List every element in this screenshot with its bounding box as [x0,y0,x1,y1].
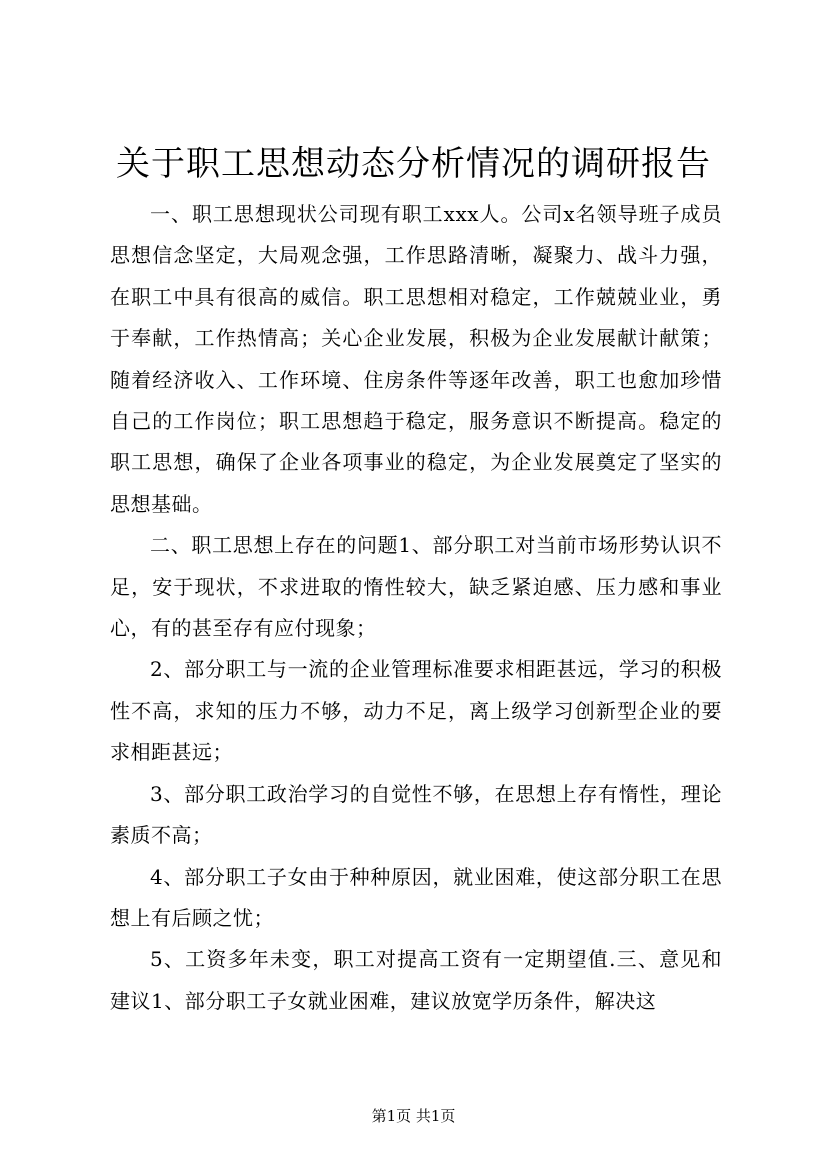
paragraph-3: 2、部分职工与一流的企业管理标准要求相距甚远，学习的积极性不高，求知的压力不够，动力不足，离上级学习创新型企业的要求相距甚远； [110,657,722,765]
paragraph-5: 4、部分职工子女由于种种原因，就业困难，使这部分职工在思想上有后顾之忧； [110,864,722,930]
paragraph-2: 二、职工思想上存在的问题1、部分职工对当前市场形势认识不足，安于现状，不求进取的惰性较大，缺乏紧迫感、压力感和事业心，有的甚至存有应付现象； [110,533,722,641]
paragraph-4: 3、部分职工政治学习的自觉性不够，在思想上存有惰性，理论素质不高； [110,781,722,848]
page-footer: 第1页 共1页 [371,1107,456,1125]
paragraph-1: 一、职工思想现状公司现有职工xxx人。公司x名领导班子成员思想信念坚定，大局观念强，工作思路清晰，凝聚力、战斗力强，在职工中具有很高的威信。职工思想相对稳定，工作兢兢业业，勇于奉献，工作热情高；关心企业发展，积极为企业发展献计献策；随着经济收入、工作环境、住房条件等逐年改善，职工也愈加珍惜自己的工作岗位；职工思想趋于稳定，服务意识不断提高。稳定的职工思想，确保了企业各项事业的稳定，为企业发展奠定了坚实的思想基础。 [110,202,722,516]
paragraph-6: 5、工资多年未变，职工对提高工资有一定期望值.三、意见和建议1、部分职工子女就业困难，建议放宽学历条件，解决这 [110,947,722,1013]
document-body [110,194,722,1022]
document-title: 关于职工思想动态分析情况的调研报告 [116,144,711,184]
